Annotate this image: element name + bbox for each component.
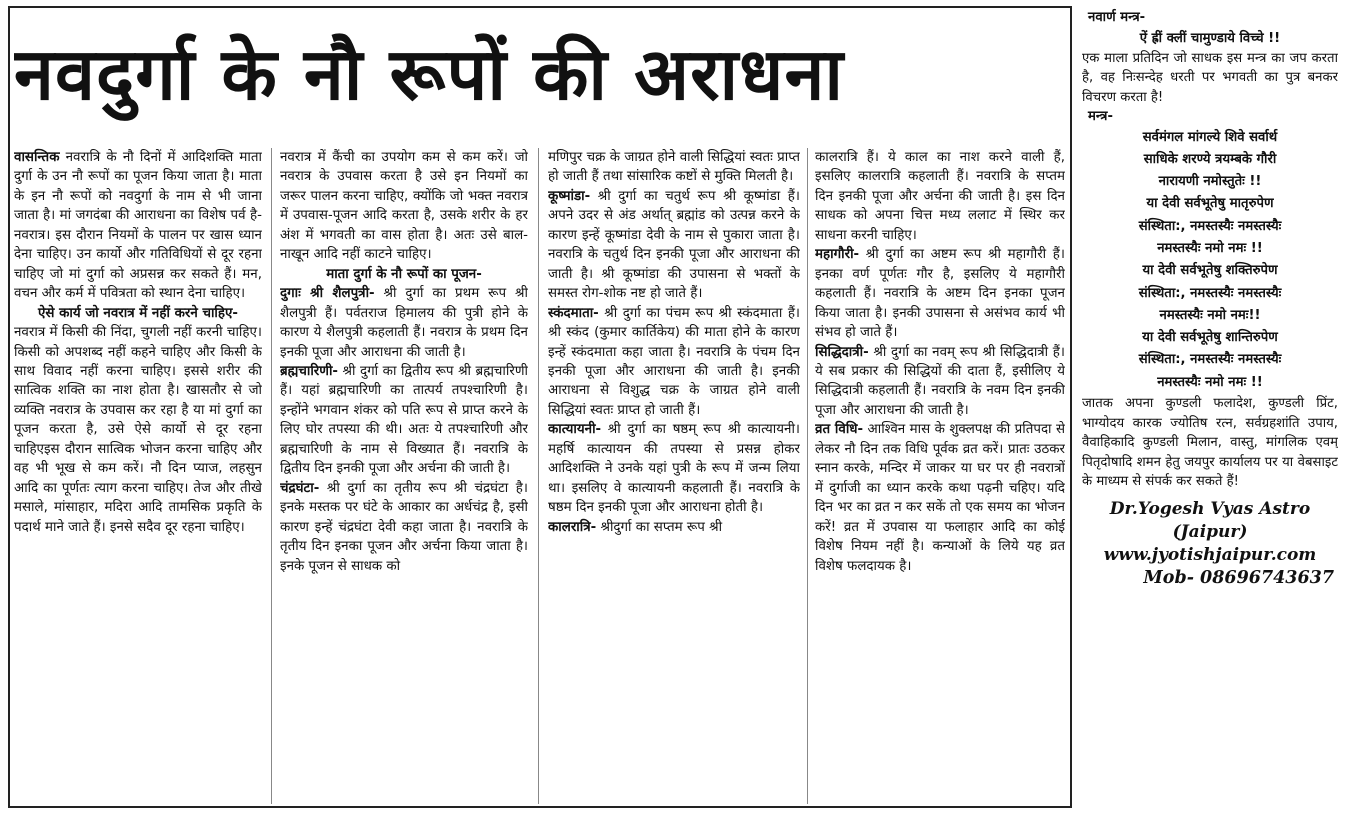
paragraph	[815, 343, 1065, 421]
paragraph	[280, 362, 528, 479]
paragraph-text: श्री दुर्गा का चतुर्थ रूप श्री कूष्मांडा हैं। अपने उदर से अंड अर्थात्‌ ब्रह्मांड को उत्पन्न करने के कारण इन्हें कूष्मांडा देवी के नाम से पुकारा जाता है। नवरात्रि के चतुर्थ दिन इनकी पूजा और आराधना की जाती है। श्री कूष्मांडा की उपासना से भक्तों के समस्त रोग-शोक नष्ट हो जाते हैं।	[548, 188, 800, 302]
mantra-line: संस्थिता:, नमस्तस्यैः नमस्तस्यैः	[1138, 218, 1282, 234]
sidebar-text: जातक अपना कुण्डली फलादेश, कुण्डली प्रिंट, भाग्योदय कारक ज्योतिष रत्न, सर्वग्रहशांति उपाय, वैवाहिकादि कुण्डली मिलान, वास्तु, मांगलिक एवम्‌ पितृदोषादि शमन हेतु जयपुर कार्यालय पर या वेबसाइट के माध्यम से संपर्क कर सकते हैं!	[1082, 396, 1338, 490]
paragraph	[548, 304, 800, 421]
mantra-line: या देवी सर्वभूतेषु शक्तिरुपेण	[1142, 263, 1278, 279]
paragraph-text: श्री दुर्गा का तृतीय रूप श्री चंद्रघंटा है। इनके मस्तक पर घंटे के आकार का अर्धचंद्र है, इसी कारण इन्हें चंद्रघंटा देवी कहा जाता है। नवरात्रि के तृतीय दिन इनका पूजन और अर्चना किया जाता है। इनके पूजन से साधक को	[280, 480, 528, 574]
author-city: (Jaipur)	[1172, 521, 1248, 542]
mantra-block	[1082, 127, 1338, 395]
paragraph-text: नवरात्रि के नौ दिनों में आदिशक्ति माता दुर्गा के उन नौ रूपों का पूजन किया जाता है। माता के इन नौ रूपों को नवदुर्गा के नाम से भी जाना जाता है। मां जगदंबा की आराधना का विशेष पर्व है- नवरात्र। इस दौरान नियमों के पालन पर खास ध्यान देना चाहिए। उन कार्यो और गतिविधियों से दूर रहना चाहिए जो मां दुर्गा को अप्रसन्न कर सकते हैं। मन, वचन और कर्म में पवित्रता को स्थान देना चाहिए।	[14, 150, 262, 302]
mantra-line: नमस्तस्यैः नमो नमः !!	[1157, 240, 1263, 256]
paragraph-text: श्री दुर्गा का पंचम रूप श्री स्कंदमाता हैं। श्री स्कंद (कुमार कार्तिकेय) की माता होने के कारण इन्हें स्कंदमाता कहा जाता है। नवरात्रि के पंचम दिन इनकी पूजा और आराधना की जाती है। इनकी आराधना से विशुद्ध चक्र के जाग्रत होने वाली सिद्धियां स्वतः प्राप्त हो जाती हैं।	[548, 305, 800, 418]
keyword: सिद्धिदात्री-	[815, 344, 869, 360]
mantra-line: संस्थिता:, नमस्तस्यैः नमस्तस्यैः	[1138, 285, 1282, 301]
paragraph	[548, 518, 800, 537]
keyword: कूष्मांडा-	[548, 188, 591, 204]
mantra-line: या देवी सर्वभूतेषु शान्तिरुपेण	[1142, 330, 1278, 346]
paragraph-text: श्री दुर्गा का प्रथम रूप श्री शैलपुत्री हैं। पर्वतराज हिमालय की पुत्री होने के कारण ये शैलपुत्री कहलाती हैं। नवरात्र के प्रथम दिन इनकी पूजा और आराधना की जाती है।	[280, 286, 528, 360]
mantra-line: नमस्तस्यैः नमो नमः!!	[1159, 307, 1261, 323]
paragraph-text: कालरात्रि हैं। ये काल का नाश करने वाली हैं, इसलिए कालरात्रि कहलाती हैं। नवरात्रि के सप्तम दिन इनकी पूजा और अर्चना की जाती है। इस दिन साधक को अपना चित्त मध्य ललाट में स्थिर कर साधना करनी चाहिए।	[815, 150, 1065, 243]
keyword: स्कंदमाता-	[548, 305, 599, 321]
mobile-number: Mob- 08696743637	[1143, 567, 1334, 588]
paragraph-text: श्री दुर्गा का अष्टम रूप श्री महागौरी हैं। इनका वर्ण पूर्णतः गौर है, इसलिए ये महागौरी कहलाती हैं। नवरात्रि के अष्टम दिन इनका पूजन किया जाता है। इनकी उपासना से असंभव कार्य भी संभव हो जाते हैं।	[815, 247, 1065, 341]
paragraph	[548, 420, 800, 517]
sidebar-text: एक माला प्रतिदिन जो साधक इस मन्त्र का जप करता है, वह निःसन्देह धरती पर भगवती का पुत्र बनकर विचरण करता है!	[1082, 50, 1338, 105]
paragraph-text: नवरात्र में कैंची का उपयोग कम से कम करें। जो नवरात्र के उपवास करता है उसे इन नियमों का जरूर पालन करना चाहिए, क्योंकि जो भक्त नवरात्र में उपवास-पूजन आदि करता है, उसके शरीर के हर अंश में भगवती का वास होता है। अतः उसे बाल-नाखून आदि नहीं काटने चाहिए।	[280, 150, 528, 263]
website-link[interactable]: www.jyotishjaipur.com	[1103, 544, 1317, 565]
section-heading: माता दुर्गा के नौ रूपों का पूजन-	[326, 266, 482, 282]
sidebar-title: नवार्ण मन्त्र-	[1088, 10, 1146, 25]
mantra-line: संस्थिता:, नमस्तस्यैः नमस्तस्यैः	[1138, 352, 1282, 368]
paragraph	[14, 148, 262, 304]
paragraph-text: मणिपुर चक्र के जाग्रत होने वाली सिद्धियां स्वतः प्राप्त हो जाती हैं तथा सांसारिक कष्टों से मुक्ति मिलती है।	[548, 150, 800, 185]
mantra-line: या देवी सर्वभूतेषु मातृरुपेण	[1146, 196, 1274, 212]
mantra-line: ऐं ह्रीं क्लीं चामुण्डाये विच्चे !!	[1139, 30, 1281, 46]
column-3	[548, 148, 800, 808]
sidebar-title: मन्त्र-	[1088, 109, 1113, 124]
paragraph-text: श्रीदुर्गा का सप्तम रूप श्री	[596, 519, 723, 535]
paragraph	[815, 245, 1065, 342]
paragraph-text: श्री दुर्गा का षष्ठम्‌ रूप श्री कात्यायनी। महर्षि कात्यायन की तपस्या से प्रसन्न होकर आदिशक्ति ने उनके यहां पुत्री के रूप में जन्म लिया था। इसलिए वे कात्यायनी कहलाती हैं। नवरात्रि के षष्ठम दिन इनकी पूजा और आराधना होती है।	[548, 422, 800, 516]
keyword: ब्रह्मचारिणी-	[280, 363, 338, 379]
column-divider	[807, 148, 808, 804]
keyword: कालरात्रि-	[548, 519, 597, 535]
paragraph	[280, 284, 528, 362]
paragraph-text: श्री दुर्गा का नवम्‌ रूप श्री सिद्धिदात्री हैं। ये सब प्रकार की सिद्धियों की दाता हैं, इसीलिए ये सिद्धिदात्री कहलाती हैं। नवरात्रि के नवम दिन इनकी पूजा और आराधना की जाती है।	[815, 344, 1065, 418]
paragraph-text: नवरात्र में किसी की निंदा, चुगली नहीं करनी चाहिए। किसी को अपशब्द नहीं कहने चाहिए और किसी के साथ विवाद नहीं करना चाहिए। इससे शरीर की सात्विक शक्ति का नाश होता है। खासतौर से जो व्यक्ति नवरात्र के उपवास कर रहा है या मां दुर्गा का पूजन करता है, उसे ऐसे कार्यो से दूर रहना चाहिएइस दौरान सात्विक भोजन करना चाहिए और वह भी भूख से कम करें। नौ दिन प्याज, लहसुन आदि का पूर्णतः त्याग करना चाहिए। तेज और तीखे मसाले, मांसाहार, मदिरा आदि तामसिक प्रकृति के पदार्थ माने जाते हैं। इनसे सदैव दूर रहना चाहिए।	[14, 325, 262, 535]
paragraph-text: श्री दुर्गा का द्वितीय रूप श्री ब्रह्मचारिणी हैं। यहां ब्रह्मचारिणी का तात्पर्य तपश्चारिणी है। इन्होंने भगवान शंकर को पति रूप से प्राप्त करने के लिए घोर तपस्या की थी। अतः ये तपश्चारिणी और ब्रह्मचारिणी के नाम से विख्यात हैं। नवरात्रि के द्वितीय दिन इनकी पूजा और अर्चना की जाती है।	[280, 363, 528, 477]
column-divider	[538, 148, 539, 804]
keyword: व्रत विधि-	[815, 422, 864, 438]
mantra-line: साधिके शरण्ये त्रयम्बके गौरी	[1143, 151, 1277, 167]
author-name: Dr.Yogesh Vyas Astro	[1109, 498, 1311, 519]
column-divider	[271, 148, 272, 804]
keyword: महागौरी-	[815, 247, 860, 263]
column-2	[280, 148, 528, 808]
keyword: दुगाः श्री शैलपुत्री-	[280, 286, 375, 302]
mantra-line: नारायणी नमोस्तुतेः !!	[1158, 174, 1262, 190]
column-4	[815, 148, 1065, 808]
sidebar	[1082, 8, 1338, 810]
paragraph	[280, 479, 528, 576]
keyword: कात्यायनी-	[548, 422, 602, 438]
section-heading: ऐसे कार्य जो नवरात्र में नहीं करने चाहिए-	[38, 305, 238, 321]
headline: नवदुर्गा के नौ रूपों की अराधना	[14, 32, 845, 116]
keyword: चंद्रघंटा-	[280, 480, 320, 496]
mantra-line: सर्वमंगल मांगल्ये शिवे सर्वार्थ	[1142, 129, 1278, 145]
mantra-line: नमस्तस्यैः नमो नमः !!	[1157, 374, 1263, 390]
paragraph	[548, 187, 800, 304]
column-1	[14, 148, 262, 808]
paragraph-text: आश्विन मास के शुक्लपक्ष की प्रतिपदा से लेकर नौ दिन तक विधि पूर्वक व्रत करें। प्रातः उठकर स्नान करके, मन्दिर में जाकर या घर पर ही नवरात्रों में दुर्गाजी का ध्यान करके कथा पढ़नी चहिए। यदि दिन भर का व्रत न कर सकें तो एक समय का भोजन करें! व्रत में उपवास या फलाहार आदि का कोई विशेष नियम नहीं है। कन्याओं के लिये यह व्रत विशेष फलदायक है।	[815, 422, 1065, 574]
keyword: वासन्तिक	[14, 150, 60, 165]
paragraph	[815, 420, 1065, 576]
